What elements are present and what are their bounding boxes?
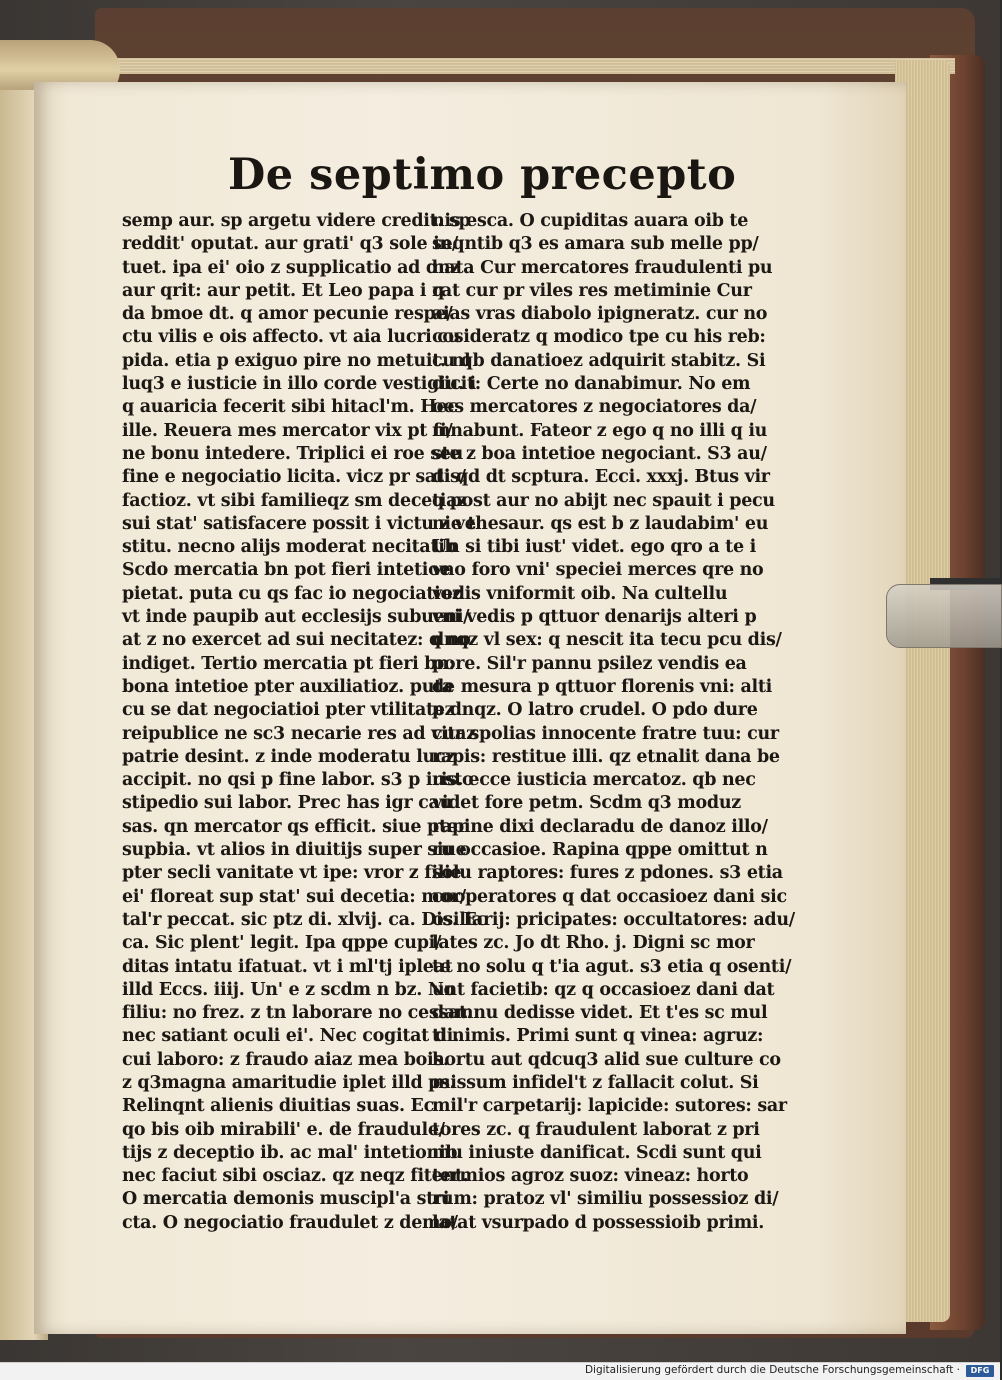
dfg-logo[interactable]: DFG	[966, 1365, 994, 1377]
text-line: nec satiant oculi ei'. Nec cogitat di.	[122, 1026, 459, 1047]
text-line: ne bonu intedere. Triplici ei roe seu	[122, 443, 464, 464]
text-line: aur qrit: aur petit. Et Leo papa i q	[122, 280, 444, 301]
text-line: Relinqnt alienis diuitias suas. Ec	[122, 1096, 434, 1117]
text-line: pore. Sil'r pannu psilez vendis ea	[432, 653, 747, 674]
text-line: ti nimis. Primi sunt q vinea: agruz:	[432, 1026, 764, 1047]
text-line: dicit: Certe no danabimur. No em	[432, 374, 751, 395]
text-line: illd Eccs. iiij. Un' e z scdm n bz. No	[122, 979, 455, 1000]
text-line: nata Cur mercatores fraudulenti pu	[432, 257, 773, 278]
text-line: hortu aut qdcuq3 alid sue culture co	[432, 1049, 781, 1070]
text-line: vt inde paupib aut ecclesijs subueni/	[122, 607, 470, 628]
text-line: aias vras diabolo ipigneratz. cur no	[432, 304, 768, 325]
text-line: pida. etia p exiguo pire no metuit. nl	[122, 350, 471, 371]
page-clip	[886, 584, 1002, 648]
text-line: bona intetioe pter auxiliatioz. puta	[122, 676, 453, 697]
text-line: ctu vilis e ois affecto. vt aia lucri cu	[122, 327, 461, 348]
text-line: ris. ecce iusticia mercatoz. qb nec	[432, 770, 756, 791]
text-line: reipublice ne sc3 necarie res ad vitaz	[122, 723, 476, 744]
text-line: mu iniuste danificat. Scdi sunt qui	[432, 1142, 762, 1163]
text-line: ste z boa intetioe negociant. S3 au/	[432, 443, 767, 464]
text-line: p dnqz. O latro crudel. O pdo dure	[432, 700, 758, 721]
text-line: Un si tibi iust' videt. ego qro a te i	[432, 537, 756, 558]
text-line: unt facietib: qz q occasioez dani dat	[432, 979, 775, 1000]
text-line: filiu: no frez. z tn laborare no cessat.	[122, 1003, 473, 1024]
text-line: tijs z deceptio ib. ac mal' intetionib	[122, 1142, 458, 1163]
text-line: cta. O negociatio fraudulet z demo/	[122, 1212, 458, 1233]
text-line: mil'r carpetarij: lapicide: sutores: sar	[432, 1096, 787, 1117]
text-line: nec faciut sibi osciaz. qz neqz fitent.	[122, 1166, 469, 1187]
text-line: ille. Reuera mes mercator vix pt fi/	[122, 420, 453, 441]
text-line: termios agroz suoz: vineaz: horto	[432, 1166, 749, 1187]
text-line: Scdo mercatia bn pot fieri intetioe	[122, 560, 451, 581]
text-line: vni vedis p qttuor denarijs alteri p	[432, 607, 757, 628]
text-line: ca. Sic plent' legit. Ipa qppe cupi/	[122, 933, 442, 954]
right-text-column	[432, 210, 795, 1235]
text-line: patrie desint. z inde moderatu lucz	[122, 746, 455, 767]
text-line: cui laboro: z fraudo aiaz mea bois.	[122, 1049, 449, 1070]
text-line: seqntib q3 es amara sub melle pp/	[432, 234, 759, 255]
text-line: indiget. Tertio mercatia pt fieri bn:	[122, 653, 455, 674]
text-line: supbia. vt alios in diuitijs super siue	[122, 840, 467, 861]
text-line: rat cur pr viles res metiminie Cur	[432, 280, 752, 301]
page-stack-top	[95, 58, 955, 74]
text-line: ditas intatu ifatuat. vt i ml'tj ipleat	[122, 956, 453, 977]
text-line: rapine dixi declaradu de danoz illo/	[432, 816, 768, 837]
text-line: q auaricia fecerit sibi hitacl'm. Hec	[122, 397, 458, 418]
text-line: q post aur no abijt nec spauit i pecu	[432, 490, 775, 511]
text-line: rum: pratoz vl' similiu possessioz di/	[432, 1189, 779, 1210]
text-line: cu se dat negociatioi pter vtilitatez	[122, 700, 455, 721]
text-line: cur spolias innocente fratre tuu: cur	[432, 723, 779, 744]
text-line: tal'r peccat. sic ptz di. xlvij. ca. Dis. Ec	[122, 909, 487, 930]
text-line: ei' floreat sup stat' sui decetia: mor/	[122, 886, 466, 907]
text-line: reddit' oputat. aur grati' q3 sole in/	[122, 234, 458, 255]
text-line: vedis vniformit oib. Na cultellu	[432, 583, 728, 604]
text-line: dnqz vl sex: q nescit ita tecu pcu dis/	[432, 630, 782, 651]
text-line: rapis: restitue illi. qz etnalit dana be	[432, 746, 780, 767]
text-line: de mesura p qttuor florenis vni: alti	[432, 676, 773, 697]
text-line: nie thesaur. qs est b z laudabim' eu	[432, 513, 769, 534]
text-line: di qd dt scptura. Ecci. xxxj. Btus vir	[432, 467, 770, 488]
text-line: sui stat' satisfacere possit i victu z ve	[122, 513, 476, 534]
text-line: lates zc. Jo dt Rho. j. Digni sc mor	[432, 933, 755, 954]
text-line: cooperatores q dat occasioez dani sic	[432, 886, 787, 907]
text-line: pter secli vanitate vt ipe: vror z filie	[122, 863, 462, 884]
text-line: osiliarij: pricipates: occultatores: adu/	[432, 909, 795, 930]
text-line: z q3magna amaritudie iplet illd ps.	[122, 1072, 456, 1093]
text-line: oes mercatores z negociatores da/	[432, 397, 757, 418]
text-line: qo bis oib mirabili' e. de fraudule/	[122, 1119, 445, 1140]
text-line: cu qb danatioez adquirit stabitz. Si	[432, 350, 766, 371]
text-line: O mercatia demonis muscipl'a stri	[122, 1189, 450, 1210]
text-line: nis esca. O cupiditas auara oib te	[432, 211, 749, 231]
text-line: semp aur. sp argetu videre credit. sp	[122, 211, 471, 231]
text-line: vno foro vni' speciei merces qre no	[432, 560, 764, 581]
text-line: luq3 e iusticie in illo corde vestigiu. i	[122, 374, 476, 395]
text-line: solu raptores: fures z pdones. s3 etia	[432, 863, 783, 884]
text-line: te no solu q t'ia agut. s3 etia q osenti/	[432, 956, 792, 977]
text-line: videt fore petm. Scdm q3 moduz	[432, 793, 741, 814]
text-line: pietat. puta cu qs fac io negociatioz	[122, 583, 462, 604]
footer-credit: Digitalisierung gefördert durch die Deutsche Forschungsgemeinschaft ·	[584, 1364, 960, 1376]
text-line: ru occasioe. Rapina qppe omittut n	[432, 840, 768, 861]
left-text-column	[122, 210, 487, 1235]
text-line: missum infidel't z fallacit colut. Si	[432, 1072, 759, 1093]
text-line: stitu. necno alijs moderat necitatib	[122, 537, 457, 558]
text-line: sas. qn mercator qs efficit. siue pter	[122, 816, 467, 837]
footer-bar	[0, 1362, 1000, 1380]
text-line: da bmoe dt. q amor pecunie respe/	[122, 304, 453, 325]
text-line: accipit. no qsi p fine labor. s3 p iusto	[122, 770, 474, 791]
page-heading: De septimo precepto	[228, 150, 737, 200]
text-line: tores zc. q fraudulent laborat z pri	[432, 1119, 760, 1140]
text-line: factioz. vt sibi familieqz sm decetiaz	[122, 490, 467, 511]
text-line: latat vsurpado d possessioib primi.	[432, 1212, 765, 1233]
text-line: fine e negociatio licita. vicz pr satis/	[122, 467, 466, 488]
text-line: mnabunt. Fateor z ego q no illi q iu	[432, 420, 768, 441]
text-line: cosideratz q modico tpe cu his reb:	[432, 327, 766, 348]
text-line: damnu dedisse videt. Et t'es sc mul	[432, 1003, 768, 1024]
text-line: stipedio sui labor. Prec has igr cau	[122, 793, 452, 814]
text-line: at z no exercet ad sui necitatez: q no	[122, 630, 471, 651]
text-line: tuet. ipa ei' oio z supplicatio ad dnz	[122, 257, 460, 278]
